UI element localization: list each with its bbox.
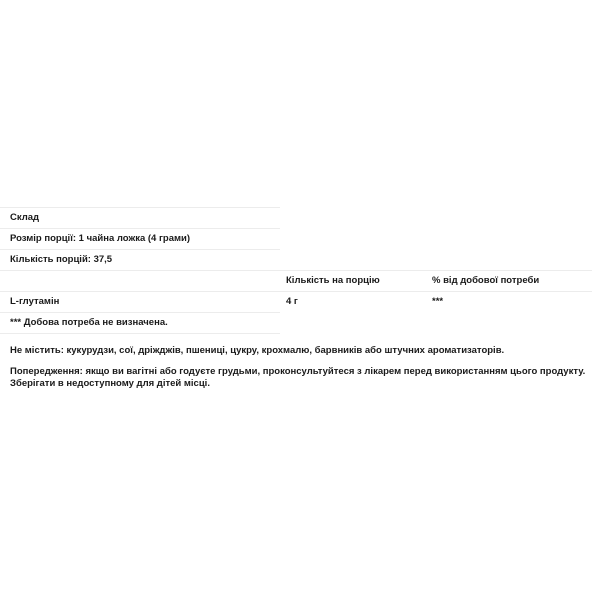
ingredient-name: L-глутамін: [10, 296, 60, 307]
supplement-facts-table: [0, 207, 600, 334]
storage-note: Зберігати в недоступному для дітей місці.: [10, 378, 210, 389]
warning-note: Попередження: якщо ви вагітні або годуєте грудьми, проконсультуйтеся з лікарем перед використанням цього продукту.: [10, 366, 586, 377]
servings-count-row: [0, 249, 280, 270]
serving-size: Розмір порції: 1 чайна ложка (4 грами): [10, 233, 191, 244]
ingredient-amount: 4 г: [286, 296, 298, 307]
product-notes: [10, 345, 595, 399]
serving-size-row: [0, 228, 280, 249]
footnote: *** Добова потреба не визначена.: [10, 317, 168, 328]
ingredient-daily-value: ***: [432, 296, 444, 307]
column-header-daily-value: % від добової потреби: [432, 275, 540, 286]
servings-count: Кількість порцій: 37,5: [10, 254, 113, 265]
table-header-row: [0, 270, 592, 291]
column-header-amount: Кількість на порцію: [286, 275, 380, 286]
table-row: [0, 291, 592, 312]
facts-title-row: [0, 207, 280, 228]
free-from-note: Не містить: кукурудзи, сої, дріжджів, пшениці, цукру, крохмалю, барвників або штучних ароматизаторів.: [10, 345, 505, 356]
facts-title: Склад: [10, 212, 40, 223]
footnote-row: [0, 312, 280, 334]
